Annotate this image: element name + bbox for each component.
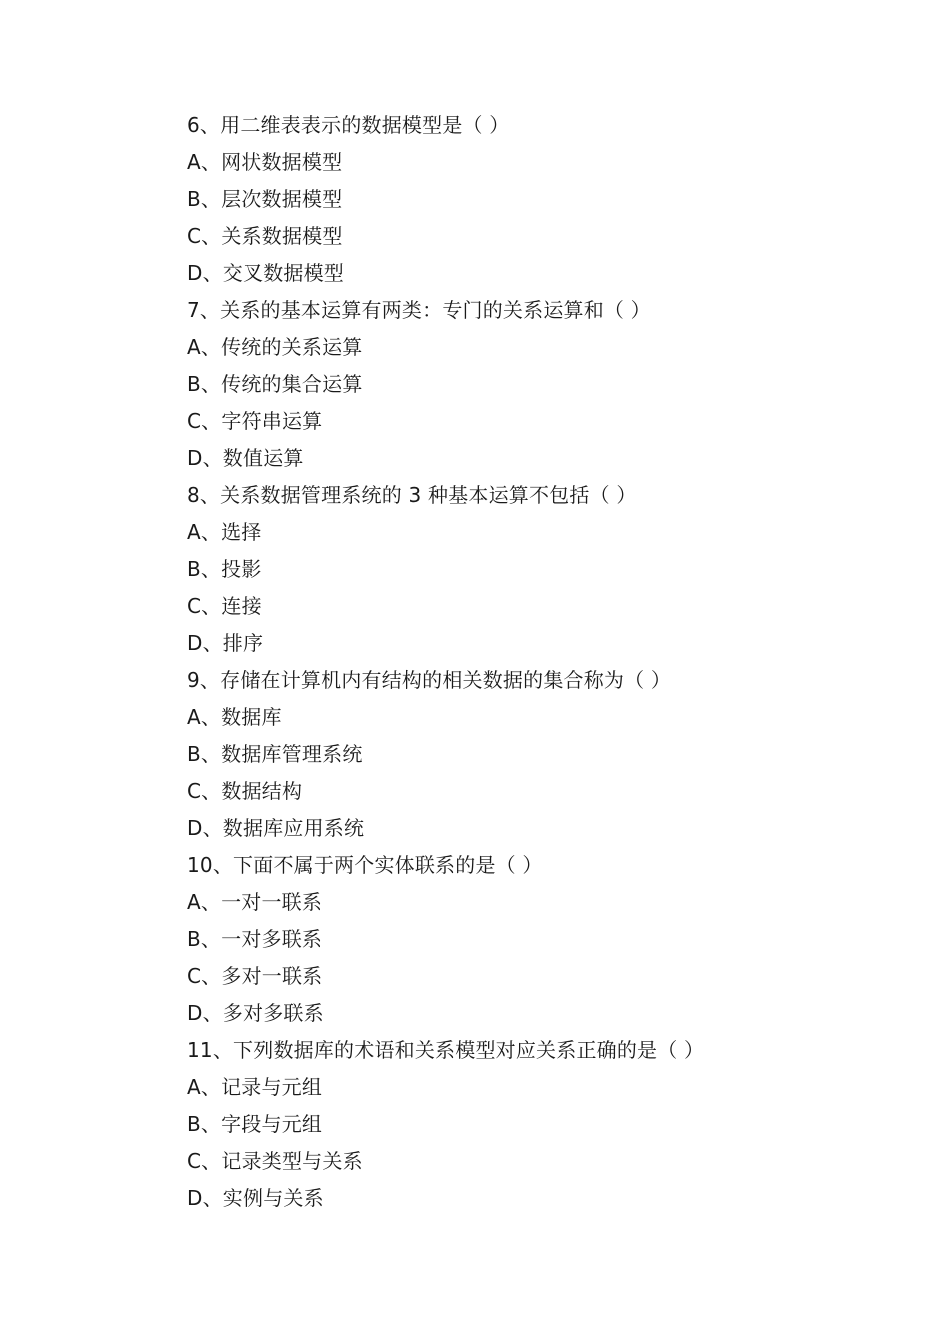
option-c: C、多对一联系 [187, 964, 323, 988]
option-b: B、字段与元组 [187, 1112, 323, 1136]
option-a: A、一对一联系 [187, 890, 323, 914]
option-c: C、关系数据模型 [187, 224, 343, 248]
question-9 [187, 662, 887, 847]
option-a: A、记录与元组 [187, 1075, 323, 1099]
question-11 [187, 1032, 887, 1217]
option-a: A、数据库 [187, 705, 282, 729]
option-d: D、多对多联系 [187, 1001, 324, 1025]
option-b: B、层次数据模型 [187, 187, 343, 211]
question-7 [187, 292, 887, 477]
option-a: A、传统的关系运算 [187, 335, 363, 359]
question-8 [187, 477, 887, 662]
question-10 [187, 847, 887, 1032]
question-stem: 11、下列数据库的术语和关系模型对应关系正确的是（ ） [187, 1038, 705, 1062]
option-c: C、连接 [187, 594, 262, 618]
document-page [187, 107, 887, 1217]
option-c: C、字符串运算 [187, 409, 323, 433]
option-a: A、选择 [187, 520, 262, 544]
option-c: C、记录类型与关系 [187, 1149, 363, 1173]
question-stem: 8、关系数据管理系统的 3 种基本运算不包括（ ） [187, 483, 637, 507]
option-b: B、数据库管理系统 [187, 742, 363, 766]
option-d: D、实例与关系 [187, 1186, 324, 1210]
question-stem: 7、关系的基本运算有两类：专门的关系运算和（ ） [187, 298, 651, 322]
question-stem: 6、用二维表表示的数据模型是（ ） [187, 113, 510, 137]
option-b: B、一对多联系 [187, 927, 323, 951]
option-d: D、交叉数据模型 [187, 261, 345, 285]
question-6 [187, 107, 887, 292]
question-stem: 9、存储在计算机内有结构的相关数据的集合称为（ ） [187, 668, 672, 692]
option-a: A、网状数据模型 [187, 150, 343, 174]
question-stem: 10、下面不属于两个实体联系的是（ ） [187, 853, 543, 877]
option-d: D、数值运算 [187, 446, 304, 470]
option-b: B、传统的集合运算 [187, 372, 363, 396]
option-d: D、排序 [187, 631, 264, 655]
option-d: D、数据库应用系统 [187, 816, 365, 840]
option-b: B、投影 [187, 557, 262, 581]
option-c: C、数据结构 [187, 779, 303, 803]
